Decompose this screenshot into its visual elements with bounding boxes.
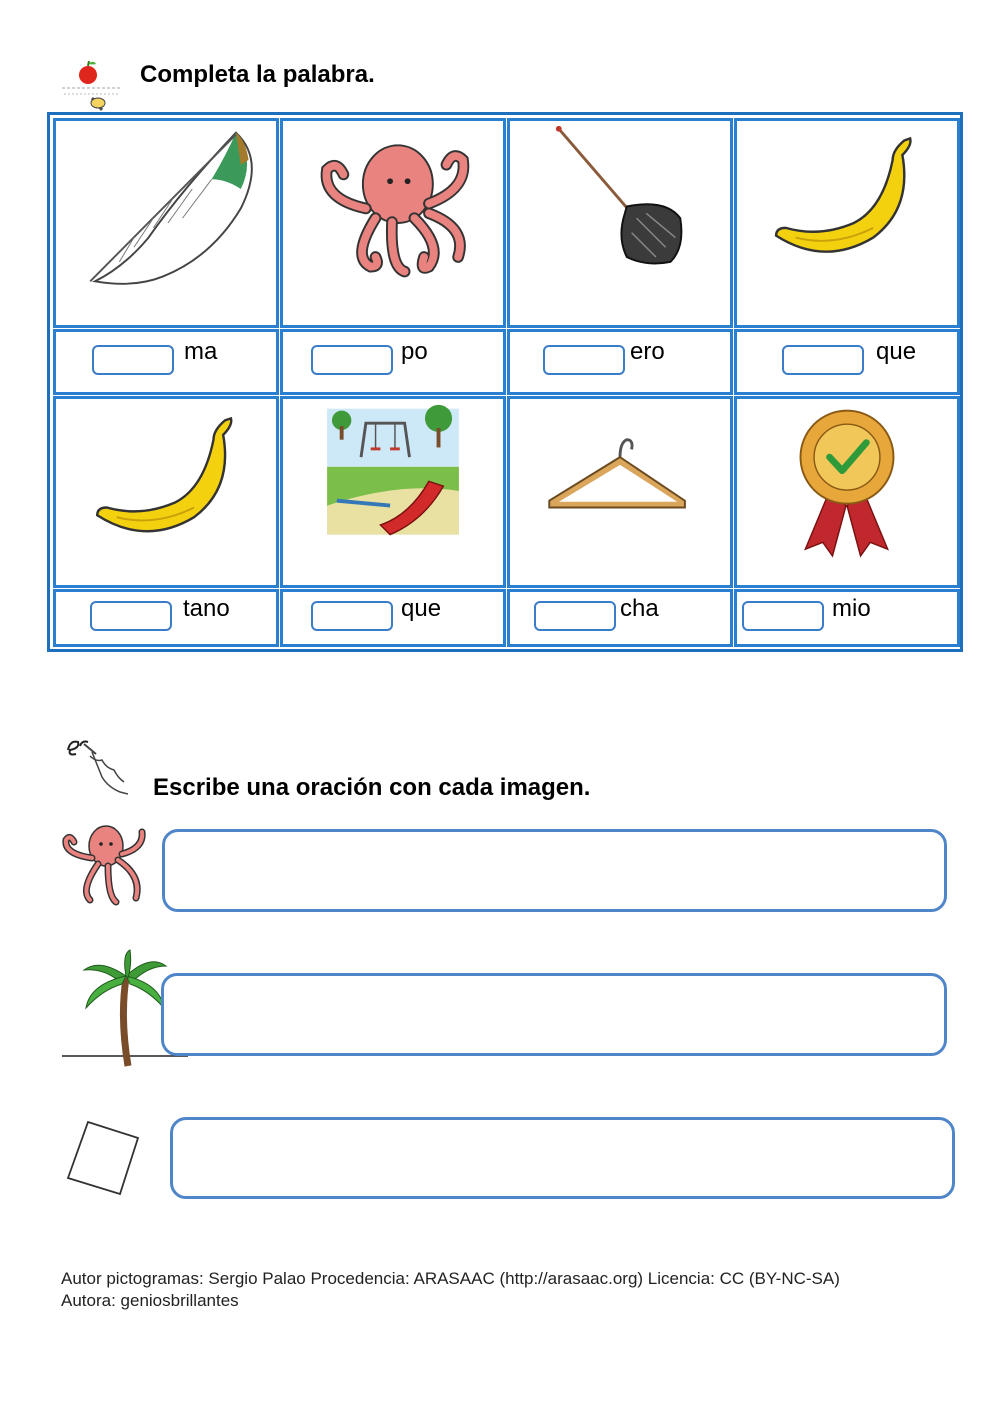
picture-cell-octopus	[280, 118, 506, 328]
coat-hanger-icon	[510, 399, 730, 585]
syllable-label: po	[401, 338, 428, 365]
syllable-label: que	[401, 595, 442, 622]
sentence-input-octopus[interactable]	[162, 829, 947, 912]
answer-cell	[280, 589, 506, 647]
syllable-label: ma	[184, 338, 218, 365]
credits	[61, 1268, 840, 1312]
credits-line-2: Autora: geniosbrillantes	[61, 1291, 239, 1310]
sentence-input-paper[interactable]	[170, 1117, 955, 1199]
feather-duster-icon	[510, 121, 730, 325]
answer-cell	[53, 329, 279, 395]
answer-cell	[734, 329, 960, 395]
picture-cell-feather	[53, 118, 279, 328]
letter-input-box[interactable]	[543, 345, 625, 375]
section1-title: Completa la palabra.	[140, 61, 375, 88]
award-medal-icon	[737, 399, 957, 585]
letter-input-box[interactable]	[92, 345, 174, 375]
picture-cell-duster	[507, 118, 733, 328]
playground-icon	[283, 399, 503, 585]
picture-cell-hanger	[507, 396, 733, 588]
answer-cell	[53, 589, 279, 647]
picture-cell-medal	[734, 396, 960, 588]
letter-input-box[interactable]	[311, 345, 393, 375]
letter-input-box[interactable]	[90, 601, 172, 631]
octopus-icon	[58, 820, 150, 916]
syllable-label: mio	[832, 595, 871, 622]
syllable-label: ero	[630, 338, 665, 365]
banana-icon	[737, 121, 957, 325]
letter-input-box[interactable]	[782, 345, 864, 375]
answer-cell	[507, 329, 733, 395]
letter-input-box[interactable]	[311, 601, 393, 631]
sentence-input-palm-tree[interactable]	[161, 973, 947, 1056]
answer-cell	[280, 329, 506, 395]
picture-cell-banana	[734, 118, 960, 328]
syllable-label: tano	[183, 595, 230, 622]
apple-pencil-icon	[58, 58, 124, 114]
section2-title: Escribe una oración con cada imagen.	[153, 774, 591, 801]
sheet-of-paper-icon	[62, 1116, 142, 1196]
answer-cell	[507, 589, 733, 647]
syllable-label: que	[876, 338, 917, 365]
letter-input-box[interactable]	[534, 601, 616, 631]
banana-icon	[56, 399, 276, 585]
feather-icon	[56, 121, 276, 325]
syllable-label: cha	[620, 595, 659, 622]
hand-writing-icon	[62, 732, 132, 798]
answer-cell	[734, 589, 960, 647]
picture-cell-banana	[53, 396, 279, 588]
credits-line-1: Autor pictogramas: Sergio Palao Procedencia: ARASAAC (http://arasaac.org) Licencia: CC (BY-NC-SA)	[61, 1269, 840, 1288]
octopus-icon	[283, 121, 503, 325]
word-completion-grid	[47, 112, 963, 652]
letter-input-box[interactable]	[742, 601, 824, 631]
picture-cell-playground	[280, 396, 506, 588]
